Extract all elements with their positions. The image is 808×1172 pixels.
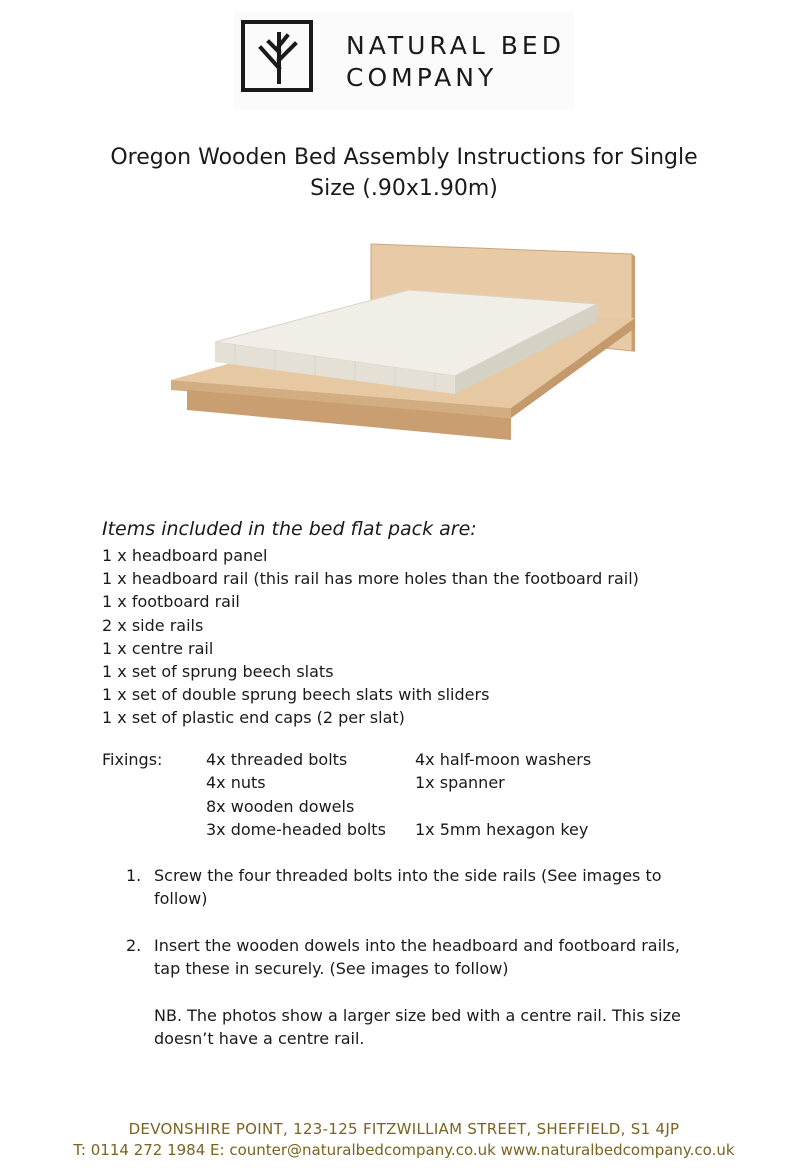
items-section — [102, 514, 742, 730]
title-line-2: Size (.90x1.90m) — [310, 176, 498, 201]
note-line: doesn’t have a centre rail. — [154, 1029, 365, 1049]
fixing-item: 4x threaded bolts — [206, 750, 348, 769]
fixing-item: 4x half-moon washers — [415, 750, 592, 769]
step-number: 1. — [126, 866, 142, 885]
list-item: 1 x set of double sprung beech slats with sliders — [102, 685, 490, 705]
note-text — [126, 1004, 686, 1051]
page-title — [90, 142, 718, 204]
fixing-item: 3x dome-headed bolts — [206, 819, 386, 839]
step-text-line: Insert the wooden dowels into the headboard and footboard rails, — [154, 935, 680, 955]
assembly-steps — [126, 864, 686, 1050]
list-item: 1 x centre rail — [102, 638, 214, 658]
bed-photo — [165, 240, 635, 445]
fixing-item: 8x wooden dowels — [206, 796, 355, 816]
footer-address: DEVONSHIRE POINT, 123-125 FITZWILLIAM STREET, SHEFFIELD, S1 4JP — [128, 1120, 680, 1138]
title-line-1: Oregon Wooden Bed Assembly Instructions for Single — [110, 145, 698, 170]
note-line: NB. The photos show a larger size bed with a centre rail. This size — [154, 1005, 681, 1025]
list-item: 2 x side rails — [102, 615, 204, 635]
step-item — [126, 934, 686, 981]
list-item: 1 x set of sprung beech slats — [102, 662, 334, 682]
step-item — [126, 864, 686, 911]
fixing-item: 1x 5mm hexagon key — [415, 819, 589, 839]
headboard-side — [632, 254, 635, 352]
list-item: 1 x set of plastic end caps (2 per slat) — [102, 708, 405, 728]
fixings-label: Fixings: — [102, 750, 163, 769]
step-text-line: Screw the four threaded bolts into the side rails (See images to — [154, 866, 662, 885]
list-item: 1 x headboard rail (this rail has more holes than the footboard rail) — [102, 569, 639, 589]
logo-line-1: NATURAL BED — [346, 31, 565, 60]
list-item: 1 x headboard panel — [102, 546, 268, 565]
fixings-column-2 — [415, 748, 615, 841]
step-text-line: tap these in securely. (See images to follow) — [154, 959, 509, 979]
step-text-line: follow) — [154, 889, 208, 909]
step-number: 2. — [126, 935, 142, 955]
fixing-item: 1x spanner — [415, 773, 505, 793]
tree-logo-icon — [241, 20, 313, 92]
footer-contact: T: 0114 272 1984 E: counter@naturalbedcompany.co.uk www.naturalbedcompany.co.uk — [73, 1141, 735, 1159]
list-item: 1 x footboard rail — [102, 592, 240, 612]
logo-wordmark — [346, 30, 565, 94]
fixing-item: 4x nuts — [206, 773, 266, 793]
company-logo — [234, 12, 574, 110]
items-heading: Items included in the bed flat pack are: — [102, 518, 477, 540]
fixings-column-1 — [206, 748, 416, 841]
logo-line-2: COMPANY — [346, 63, 498, 92]
fixing-item — [415, 795, 615, 818]
